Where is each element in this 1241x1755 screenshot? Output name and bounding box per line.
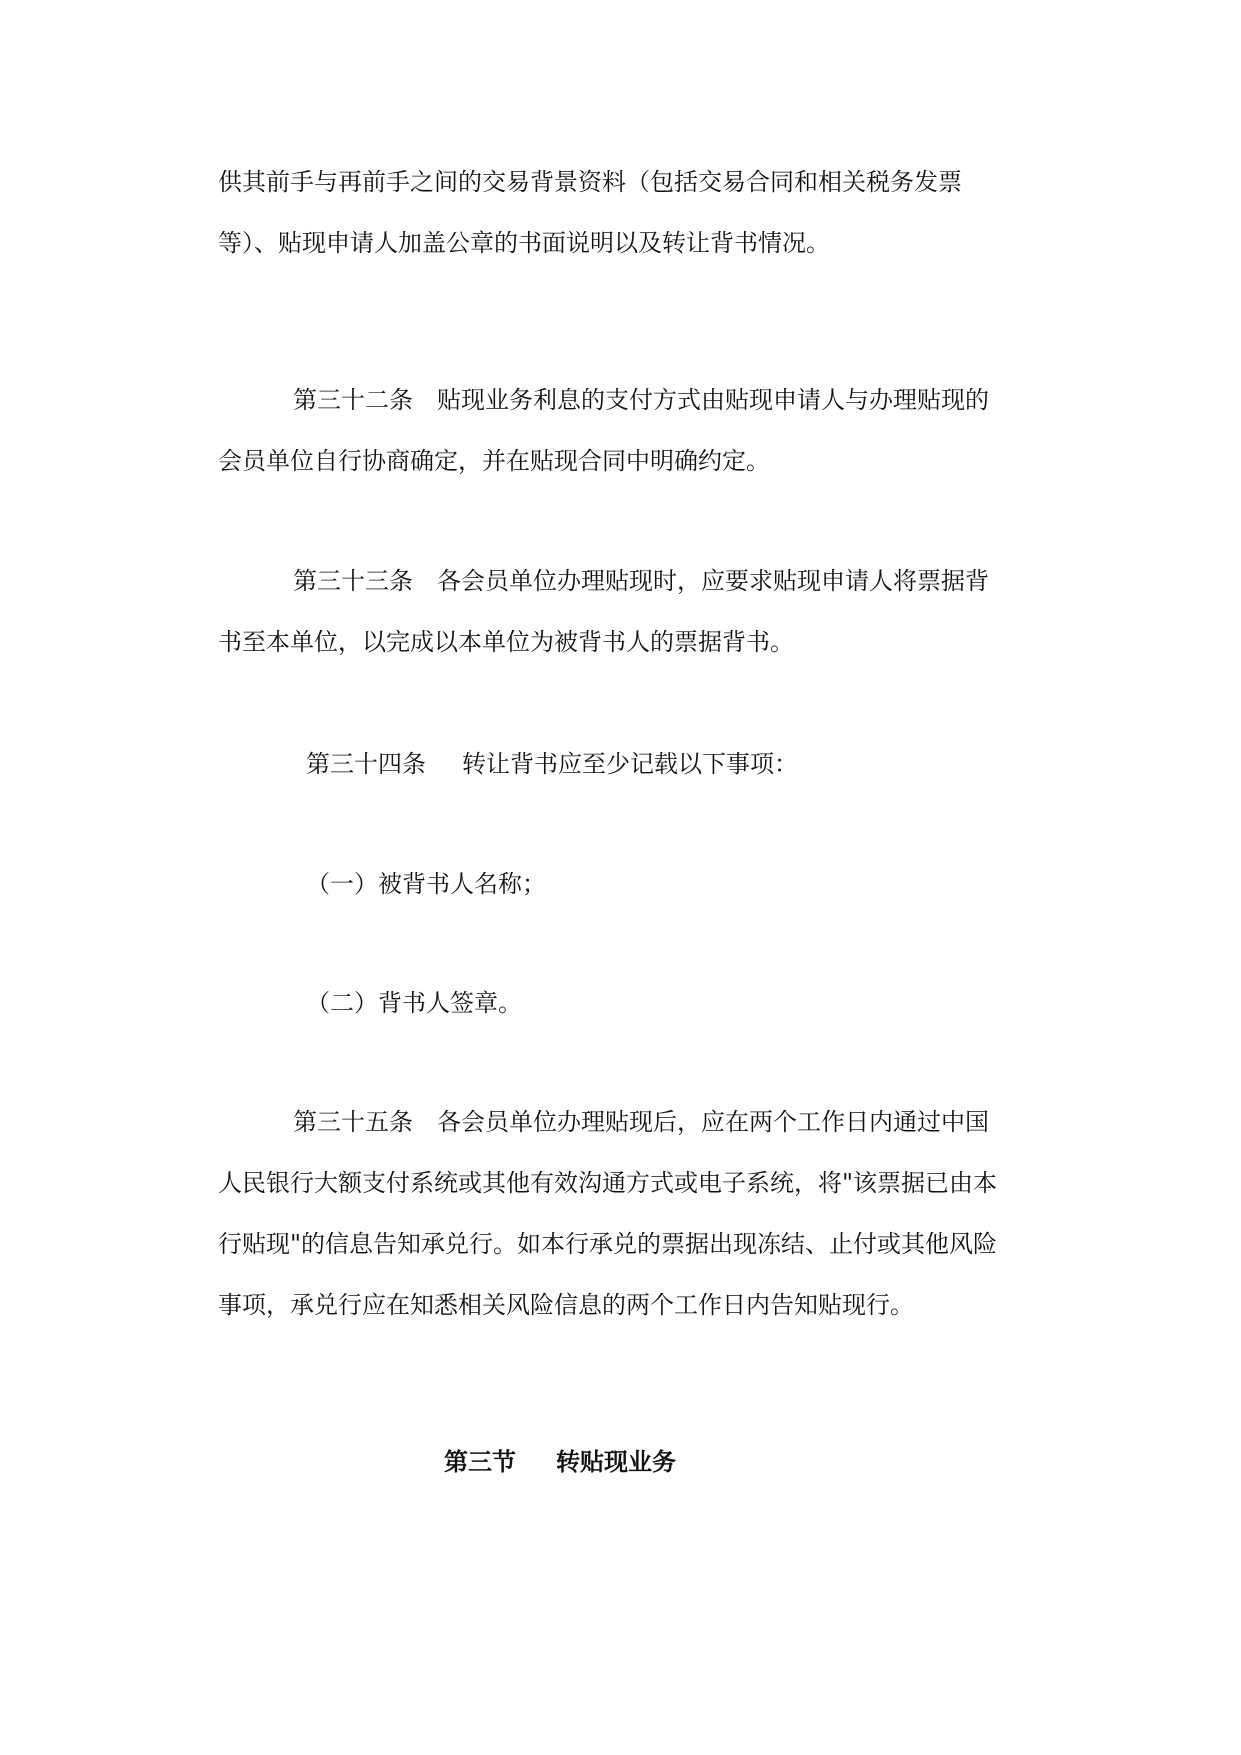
article-number: 第三十二条 <box>293 386 413 414</box>
article-number: 第三十五条 <box>293 1108 413 1136</box>
paragraph-line: 等）、贴现申请人加盖公章的书面说明以及转让背书情况。 <box>218 229 830 257</box>
article-number: 第三十三条 <box>293 567 413 595</box>
paragraph-line: 事项，承兑行应在知悉相关风险信息的两个工作日内告知贴现行。 <box>218 1291 914 1319</box>
section-title: 转贴现业务 <box>556 1448 676 1476</box>
article-32-line-1 <box>293 385 989 415</box>
article-text: 贴现业务利息的支付方式由贴现申请人与办理贴现的 <box>437 386 989 414</box>
paragraph-line: 行贴现"的信息告知承兑行。如本行承兑的票据出现冻结、止付或其他风险 <box>218 1230 998 1258</box>
article-35-line-1 <box>293 1107 989 1137</box>
section-number: 第三节 <box>444 1448 516 1476</box>
article-text: 各会员单位办理贴现时，应要求贴现申请人将票据背 <box>437 567 989 595</box>
paragraph-line: 人民银行大额支付系统或其他有效沟通方式或电子系统，将"该票据已由本 <box>218 1169 998 1197</box>
list-item: （一）被背书人名称； <box>306 870 546 898</box>
paragraph-line: 供其前手与再前手之间的交易背景资料（包括交易合同和相关税务发票 <box>218 168 962 196</box>
article-33-line-1 <box>293 566 989 596</box>
paragraph-line: 会员单位自行协商确定，并在贴现合同中明确约定。 <box>218 447 770 475</box>
article-text: 各会员单位办理贴现后，应在两个工作日内通过中国 <box>437 1108 989 1136</box>
article-number: 第三十四条 <box>306 750 426 778</box>
article-34-line-1 <box>306 749 798 779</box>
article-text: 转让背书应至少记载以下事项： <box>462 750 798 778</box>
list-item: （二）背书人签章。 <box>306 989 522 1017</box>
paragraph-line: 书至本单位，以完成以本单位为被背书人的票据背书。 <box>218 628 794 656</box>
section-heading <box>444 1447 676 1477</box>
